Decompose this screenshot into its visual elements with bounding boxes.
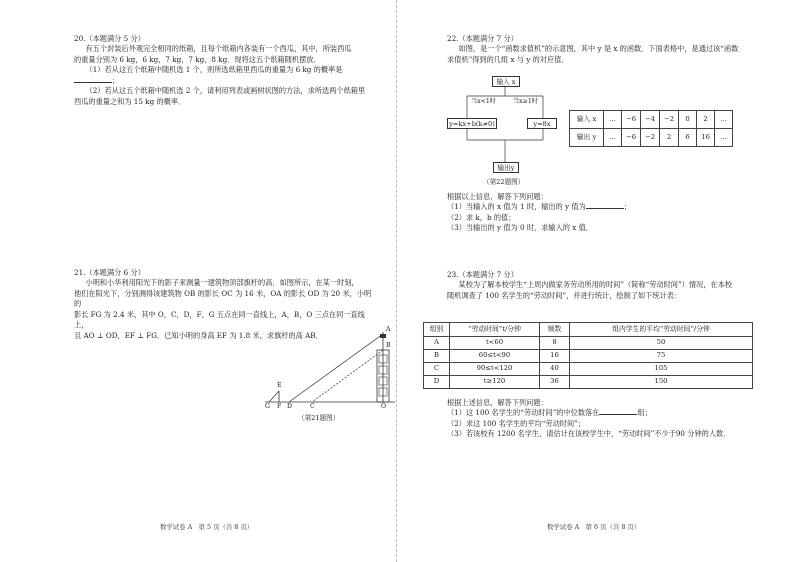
question-22-header: 22.（本题满分 7 分）	[447, 34, 518, 43]
question-23-part-2: （2）求这 100 名学生的平均“劳动时间”；	[447, 418, 586, 428]
table-cell: …	[715, 129, 733, 147]
table-header-row	[424, 323, 753, 337]
table-cell: −2	[641, 129, 660, 147]
table-row	[570, 111, 733, 129]
label-E: E	[277, 382, 282, 389]
labor-time-table	[423, 322, 753, 389]
table-cell: …	[604, 111, 622, 129]
table-cell: 16	[540, 350, 570, 363]
table-cell: 90≤t<120	[450, 363, 540, 376]
question-21-line-3: 影长 FG 为 2.4 米，其中 O，C，D，F，G 五点在同一直线上，A，B，O 三点在同一直线上，	[74, 309, 365, 330]
question-20-header: 20.（本题满分 5 分）	[74, 34, 145, 43]
table-cell: 50	[570, 337, 753, 350]
table-cell: D	[424, 376, 450, 389]
table-row-label: 输入 x	[570, 111, 604, 129]
table-cell: 6	[679, 129, 697, 147]
flow-condition-right: 当x≥1时	[513, 98, 538, 105]
table-cell: t≥120	[450, 376, 540, 389]
question-20-part-1-text: （1）若从这五个纸箱中随机选 1 个，则所选纸箱里西瓜的重量为 6 kg 的概率是	[85, 65, 343, 75]
question-21-header: 21.（本题满分 6 分）	[74, 268, 145, 277]
question-20-part-1: （1）若从这五个纸箱中随机选 1 个，则所选纸箱里西瓜的重量为 6 kg 的概率是；	[74, 65, 374, 86]
label-O: O	[381, 403, 387, 410]
question-22-line-2: 求值机”得到的几组 x 与 y 的对应值．	[447, 54, 569, 64]
table-cell: 150	[570, 376, 753, 389]
table-cell: 16	[697, 129, 715, 147]
label-C: C	[310, 403, 315, 410]
question-22-part-2: （2）求 k，b 的值；	[447, 212, 516, 222]
question-20	[74, 34, 374, 107]
question-23-part-1-suffix: 组；	[637, 408, 652, 418]
question-23-part-1-text: （1）这 100 名学生的“劳动时间”的中位数落在	[447, 408, 600, 418]
question-20-part-2: （2）若从这五个纸箱中随机选 2 个，请利用列表或画树状图的方法，求所选两个纸箱里	[85, 86, 366, 96]
flow-input-box: 输入 x	[492, 76, 520, 87]
figure-22-caption: （第22题图）	[483, 178, 525, 186]
table-cell: A	[424, 337, 450, 350]
table-row	[570, 129, 733, 147]
table-cell: C	[424, 363, 450, 376]
table-cell: 2	[660, 129, 679, 147]
figure-21	[255, 328, 405, 418]
table-header: “劳动时间”t/分钟	[450, 323, 540, 337]
table-row	[424, 376, 753, 389]
table-cell: −2	[660, 111, 679, 129]
table-row	[424, 350, 753, 363]
table-cell: 40	[540, 363, 570, 376]
flow-condition-left: 当x<1时	[471, 98, 496, 105]
question-23-line-1: 某校为了解本校学生“上周内做家务劳动所用的时间”（简称“劳动时间”）情况，在本校	[458, 280, 732, 290]
question-23-parts	[447, 398, 787, 440]
table-cell: 36	[540, 376, 570, 389]
question-23-part-1	[447, 408, 787, 418]
question-21-line-2: 他们在阳光下，分别测得该建筑物 OB 的影长 OC 为 16 米，OA 的影长 OD 为 20 米，小明的	[74, 288, 372, 309]
table-cell: …	[604, 129, 622, 147]
table-cell: −4	[641, 111, 660, 129]
table-row	[424, 363, 753, 376]
answer-blank[interactable]	[599, 408, 637, 415]
table-cell: 60≤t<90	[450, 350, 540, 363]
table-cell: t<60	[450, 337, 540, 350]
flow-function-right: y=8x	[527, 118, 557, 129]
figure-21-caption: （第21题图）	[298, 414, 340, 422]
question-22-part-3: （3）当输出的 y 值为 0 时，求输入的 x 值．	[447, 223, 593, 233]
question-20-line-1: 有五个封装后外观完全相同的纸箱，且每个纸箱内各装有一个西瓜，其中，所装西瓜	[85, 44, 352, 54]
question-21-line-4: 且 AO ⊥ OD，EF ⊥ FG．已知小明的身高 EF 为 1.8 米，求旗杆的高 AB．	[74, 330, 323, 340]
question-20-line-2: 的重量分别为 6 kg，6 kg，7 kg，7 kg，8 kg．现将这五个纸箱随机摆放．	[74, 54, 321, 64]
answer-blank[interactable]	[74, 76, 112, 83]
table-cell: 8	[540, 337, 570, 350]
question-23-after-0: 根据上述信息，解答下列问题：	[447, 398, 548, 407]
table-cell: 105	[570, 363, 753, 376]
function-machine-diagram	[447, 76, 562, 176]
question-22-after-0: 根据以上信息，解答下列问题：	[447, 192, 548, 201]
question-20-part-2-cont: 西瓜的重量之和为 15 kg 的概率．	[74, 96, 186, 106]
table-cell: −6	[622, 129, 641, 147]
label-A: A	[386, 326, 391, 333]
question-22-part-1: （1）当输入的 x 值为 1 时，输出的 y 值为 ；	[447, 202, 631, 212]
flow-function-left: y=kx+b(k≠0)	[447, 118, 497, 129]
question-22-part-1-text: （1）当输入的 x 值为 1 时，输出的 y 值为	[447, 202, 586, 212]
table-row-label: 输出 y	[570, 129, 604, 147]
label-D: D	[287, 403, 292, 410]
table-cell: 75	[570, 350, 753, 363]
question-22-line-1: 如图，是一个“函数求值机”的示意图，其中 y 是 x 的函数．下面表格中，是通过该“函数	[458, 44, 739, 54]
question-23-part-3: （3）若该校有 1200 名学生，请估计在该校学生中，“劳动时间”不少于90 分钟的人数．	[447, 429, 731, 439]
label-F: F	[277, 403, 282, 410]
left-page-footer: 数学试卷 A 第 5 页（共 8 页）	[160, 522, 254, 531]
table-row	[424, 337, 753, 350]
table-header: 组别	[424, 323, 450, 337]
flow-output-box: 输出y	[493, 162, 519, 173]
question-23-line-2: 随机调查了 100 名学生的“劳动时间”，并进行统计，绘制了如下统计表：	[447, 290, 682, 300]
table-header: 组内学生的平均“劳动时间”/分钟	[570, 323, 753, 337]
question-21-line-1: 小明和小华利用阳光下的影子来测量一建筑物顶部旗杆的高．如图所示，在某一时刻，	[85, 278, 359, 288]
answer-blank[interactable]	[586, 202, 624, 209]
table-cell: …	[715, 111, 733, 129]
label-G: G	[265, 403, 270, 410]
table-cell: B	[424, 350, 450, 363]
question-23-header: 23.（本题满分 7 分）	[447, 270, 518, 279]
right-page-footer: 数学试卷 A 第 6 页（共 8 页）	[547, 522, 641, 531]
table-cell: 2	[697, 111, 715, 129]
xy-table	[569, 110, 733, 147]
table-header: 频数	[540, 323, 570, 337]
question-23	[447, 270, 777, 301]
right-page	[397, 0, 794, 562]
table-cell: −6	[622, 111, 641, 129]
label-B: B	[386, 342, 391, 349]
table-cell: 0	[679, 111, 697, 129]
question-22-parts	[447, 192, 767, 234]
question-22	[447, 34, 767, 65]
